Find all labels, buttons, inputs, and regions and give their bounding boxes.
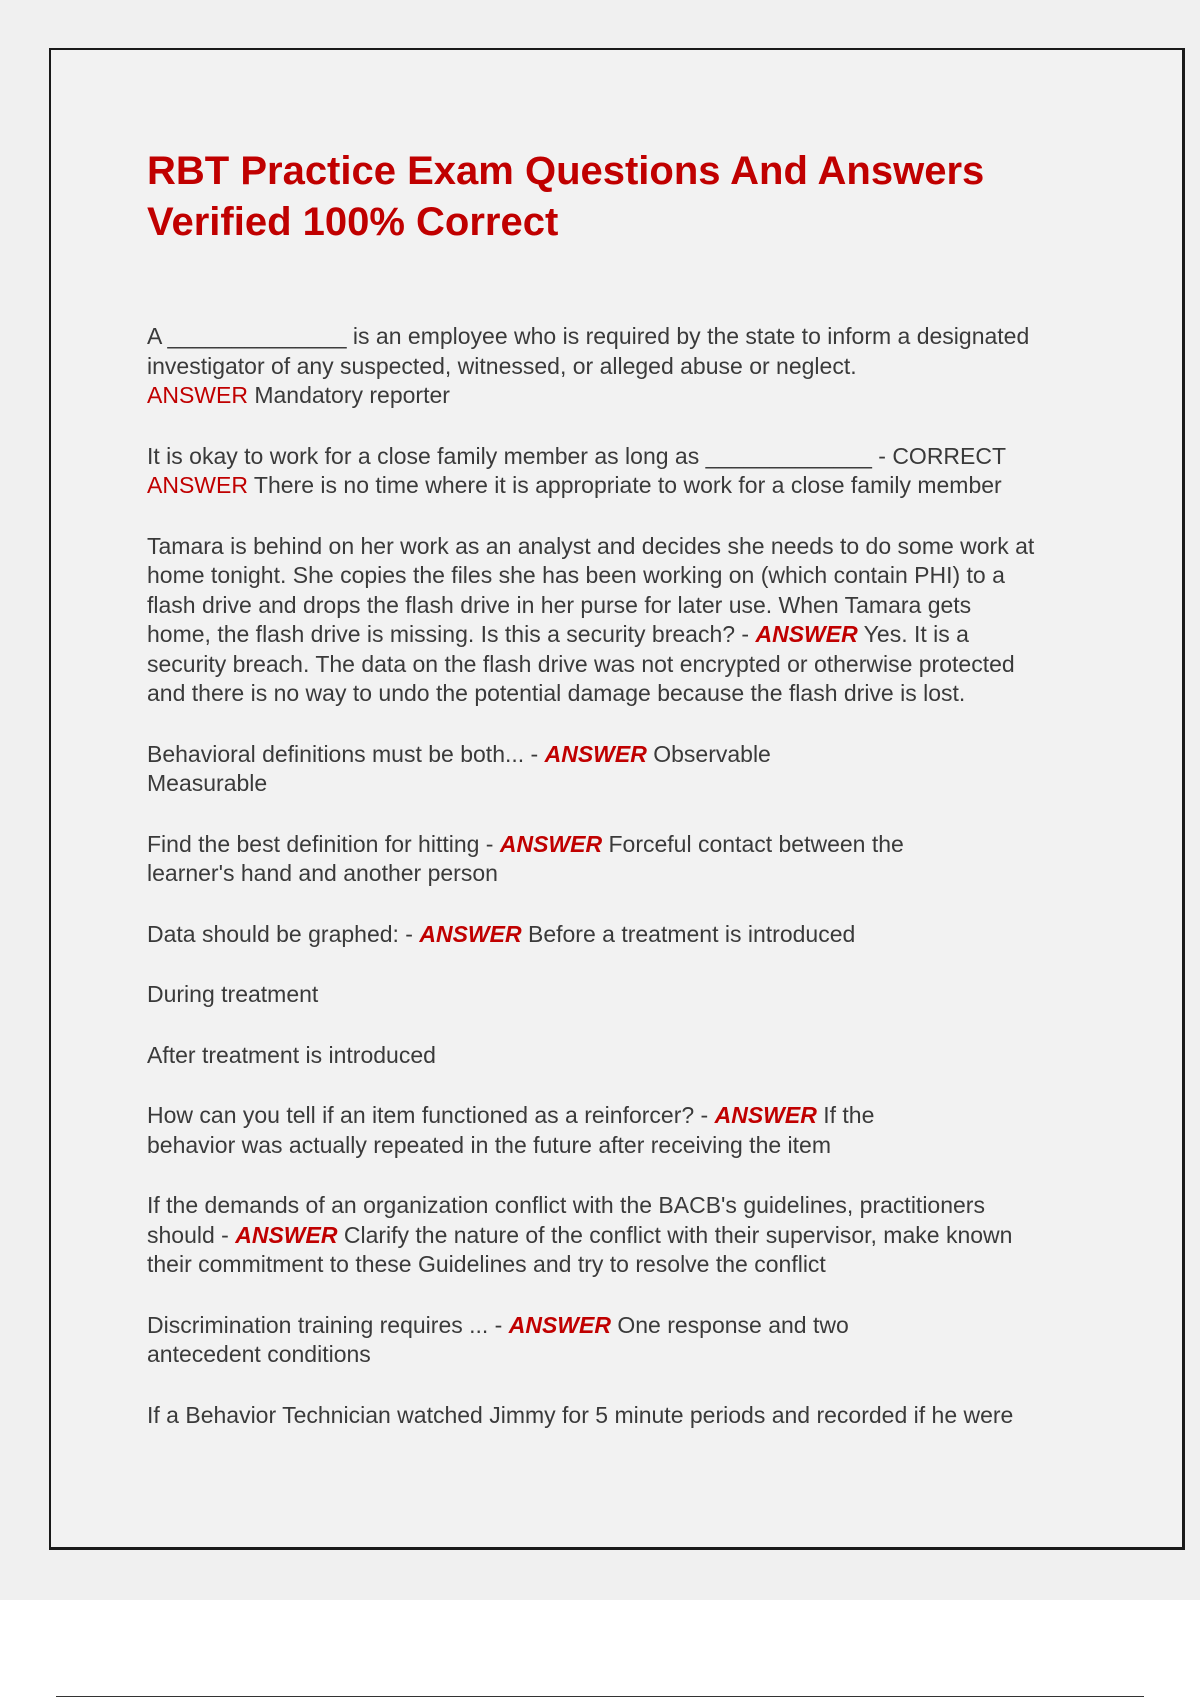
qa-list — [147, 322, 1137, 1461]
qa-item — [147, 1401, 1137, 1431]
qa-text: During treatment — [147, 981, 319, 1007]
qa-text: Mandatory reporter — [247, 382, 450, 408]
qa-item — [147, 322, 1137, 411]
qa-text: Yes. It is a — [857, 621, 969, 647]
qa-text: One response and two — [610, 1311, 849, 1338]
qa-text: Forceful contact between the — [602, 830, 904, 857]
qa-line — [147, 442, 1137, 472]
title-line-2: Verified 100% Correct — [147, 200, 559, 244]
qa-line — [147, 740, 1137, 770]
qa-line — [147, 561, 1137, 591]
answer-label: ANSWER — [147, 382, 248, 408]
qa-text: If the — [816, 1102, 875, 1128]
qa-item — [147, 442, 1137, 501]
qa-text: Observable — [646, 740, 771, 767]
qa-line — [147, 322, 1137, 352]
answer-label: ANSWER — [714, 1102, 817, 1128]
qa-line — [147, 980, 1137, 1010]
qa-item — [147, 1101, 1137, 1160]
qa-line — [147, 830, 1137, 860]
qa-text: Behavioral definitions must be both... - — [147, 740, 545, 767]
qa-text: should - — [147, 1221, 236, 1248]
qa-line — [147, 1131, 1137, 1161]
qa-text: and there is no way to undo the potential damage because the flash drive is lost. — [147, 680, 966, 706]
document-title — [147, 146, 1107, 248]
qa-line — [147, 1401, 1137, 1431]
answer-label: ANSWER — [508, 1311, 611, 1338]
footer-divider — [56, 1696, 1144, 1697]
qa-text: If a Behavior Technician watched Jimmy for 5 minute periods and recorded if he were — [147, 1401, 1014, 1428]
qa-line — [147, 471, 1137, 501]
qa-item — [147, 920, 1137, 950]
qa-line — [147, 1250, 1137, 1280]
qa-line — [147, 1311, 1137, 1341]
answer-label: ANSWER — [755, 621, 858, 647]
qa-text: Find the best definition for hitting - — [147, 830, 500, 857]
qa-item — [147, 740, 1137, 799]
qa-text: antecedent conditions — [147, 1341, 371, 1367]
qa-line — [147, 769, 1137, 799]
qa-text: Before a treatment is introduced — [521, 920, 856, 947]
qa-text: If the demands of an organization conflict with the BACB's guidelines, practitioners — [147, 1192, 985, 1218]
answer-label: ANSWER — [419, 920, 522, 947]
qa-text: Clarify the nature of the conflict with their supervisor, make known — [337, 1221, 1013, 1248]
qa-text: It is okay to work for a close family member as long as _____________ - CORRECT — [147, 442, 1007, 469]
qa-line — [147, 920, 1137, 950]
qa-line — [147, 1340, 1137, 1370]
qa-line — [147, 381, 1137, 411]
qa-line — [147, 1221, 1137, 1251]
qa-text: investigator of any suspected, witnessed, or alleged abuse or neglect. — [147, 352, 857, 379]
qa-text: flash drive and drops the flash drive in her purse for later use. When Tamara gets — [147, 591, 972, 618]
qa-line — [147, 352, 1137, 382]
qa-text: behavior was actually repeated in the future after receiving the item — [147, 1131, 831, 1158]
qa-text: security breach. The data on the flash drive was not encrypted or otherwise protected — [147, 650, 1015, 677]
document-page — [49, 48, 1185, 1550]
qa-line — [147, 591, 1137, 621]
qa-text: Discrimination training requires ... - — [147, 1311, 509, 1338]
qa-line — [147, 1191, 1137, 1221]
qa-text: A ______________ is an employee who is required by the state to inform a designated — [147, 323, 1030, 349]
qa-item — [147, 1191, 1137, 1280]
qa-item — [147, 830, 1137, 889]
qa-text: How can you tell if an item functioned as a reinforcer? - — [147, 1102, 715, 1128]
answer-label: ANSWER — [499, 830, 603, 857]
qa-line — [147, 532, 1137, 562]
qa-line — [147, 679, 1137, 709]
qa-text: Measurable — [147, 770, 268, 796]
qa-line — [147, 650, 1137, 680]
qa-text: Data should be graphed: - — [147, 920, 420, 947]
qa-line — [147, 1041, 1137, 1071]
qa-text: After treatment is introduced — [147, 1041, 436, 1068]
qa-text: their commitment to these Guidelines and try to resolve the conflict — [147, 1251, 826, 1277]
qa-line — [147, 620, 1137, 650]
title-line-1: RBT Practice Exam Questions And Answers — [147, 149, 985, 193]
answer-label: ANSWER — [235, 1221, 338, 1248]
qa-text: There is no time where it is appropriate to work for a close family member — [247, 472, 1002, 498]
qa-line — [147, 859, 1137, 889]
qa-text: home tonight. She copies the files she has been working on (which contain PHI) to a — [147, 562, 1005, 588]
qa-item — [147, 1041, 1137, 1071]
answer-label: ANSWER — [147, 472, 248, 498]
qa-item — [147, 980, 1137, 1010]
qa-text: learner's hand and another person — [147, 860, 498, 886]
qa-line — [147, 1101, 1137, 1131]
qa-text: Tamara is behind on her work as an analyst and decides she needs to do some work at — [147, 532, 1035, 559]
qa-text: home, the flash drive is missing. Is this a security breach? - — [147, 621, 756, 647]
qa-item — [147, 1311, 1137, 1370]
qa-item — [147, 532, 1137, 709]
answer-label: ANSWER — [544, 740, 647, 767]
